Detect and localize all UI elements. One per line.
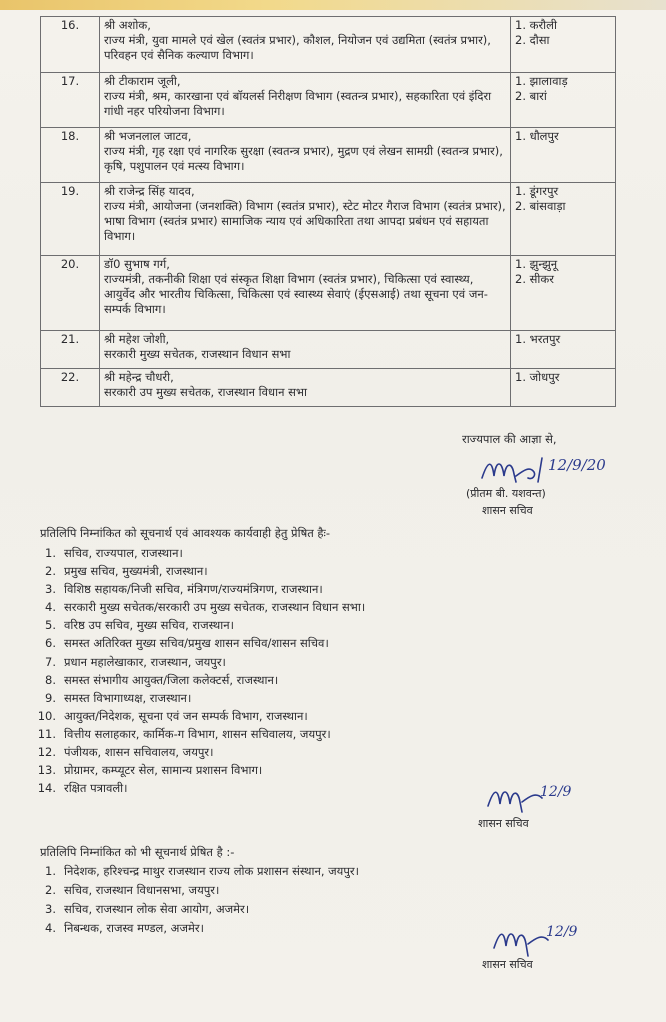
district-cell (511, 128, 616, 183)
portfolio-cell (100, 128, 511, 183)
copy-list-heading: प्रतिलिपि निम्नांकित को सूचनार्थ एवं आवश्यक कार्यवाही हेतु प्रेषित हैः- (40, 526, 331, 540)
minister-name: श्री अशोक, (104, 18, 151, 32)
signature-date-scrawl: 12/9/20 (548, 456, 606, 474)
district-item: 2. सीकर (515, 272, 554, 286)
minister-name: श्री राजेन्द्र सिंह यादव, (104, 184, 195, 198)
list-item: 3. विशिष्ठ सहायक/निजी सचिव, मंत्रिगण/राज्यमंत्रिगण, राजस्थान। (45, 582, 323, 597)
list-item: 3. सचिव, राजस्थान लोक सेवा आयोग, अजमेर। (45, 902, 250, 916)
district-item: 1. डूंगरपुर (515, 184, 559, 198)
district-cell (511, 369, 616, 407)
list-item: 5. वरिष्ठ उप सचिव, मुख्य सचिव, राजस्थान। (45, 618, 234, 633)
copy-recipients-list (30, 862, 359, 938)
table-row (41, 369, 616, 407)
minister-portfolio: राज्यमंत्री, तकनीकी शिक्षा एवं संस्कृत शिक्षा विभाग (स्वतंत्र प्रभार), चिकित्सा एवं स्वास्थ्य, आयुर्वेद और भारतीय चिकित्सा, चिकित्सा एवं स्वास्थ्य सेवाएं (ईएसआई) तथा सूचना एवं जन-सम्पर्क विभाग। (104, 272, 488, 316)
minister-portfolio: राज्य मंत्री, आयोजना (जनशक्ति) विभाग (स्वतंत्र प्रभार), स्टेट मोटर गैराज विभाग (स्वतंत्र प्रभार), भाषा विभाग (स्वतंत्र प्रभार) सामाजिक न्याय एवं अधिकारिता तथा आपदा प्रबंधन एवं सहायता विभाग। (104, 199, 506, 243)
portfolio-cell (100, 256, 511, 331)
list-item: 1. निदेशक, हरिश्चन्द्र माथुर राजस्थान राज्य लोक प्रशासन संस्थान, जयपुर। (45, 864, 359, 878)
district-item: 1. करौली (515, 18, 557, 32)
minister-portfolio: सरकारी मुख्य सचेतक, राजस्थान विधान सभा (104, 347, 291, 361)
district-cell (511, 73, 616, 128)
table-row (41, 331, 616, 369)
district-item: 1. झुन्झुनू (515, 257, 558, 271)
minister-name: श्री महेश जोशी, (104, 332, 170, 346)
portfolio-cell (100, 17, 511, 73)
top-edge-strip (0, 0, 666, 10)
list-item: 2. सचिव, राजस्थान विधानसभा, जयपुर। (45, 883, 220, 897)
table-row (41, 256, 616, 331)
serial-number: 18. (41, 128, 100, 183)
table-row (41, 183, 616, 256)
signatory-designation: शासन सचिव (482, 504, 533, 517)
serial-number: 19. (41, 183, 100, 256)
signature-date-scrawl: 12/9 (546, 924, 578, 940)
signatory-designation: शासन सचिव (478, 817, 529, 830)
district-item: 1. जोधपुर (515, 370, 560, 384)
list-item: 9. समस्त विभागाध्यक्ष, राजस्थान। (45, 690, 192, 705)
minister-portfolio: राज्य मंत्री, श्रम, कारखाना एवं बॉयलर्स निरीक्षण विभाग (स्वतन्त्र प्रभार), सहकारिता एवं इंदिरा गांधी नहर परियोजना विभाग। (104, 89, 492, 118)
list-item: 12. पंजीयक, शासन सचिवालय, जयपुर। (37, 745, 214, 760)
district-item: 1. झालावाड़ (515, 74, 568, 88)
table-row (41, 128, 616, 183)
district-item: 2. दौसा (515, 33, 550, 47)
list-item: 4. सरकारी मुख्य सचेतक/सरकारी उप मुख्य सचेतक, राजस्थान विधान सभा। (45, 600, 366, 615)
list-item: 13. प्रोग्रामर, कम्प्यूटर सेल, सामान्य प्रशासन विभाग। (37, 763, 263, 778)
district-item: 1. धौलपुर (515, 129, 559, 143)
portfolio-cell (100, 183, 511, 256)
minister-portfolio: राज्य मंत्री, युवा मामले एवं खेल (स्वतंत्र प्रभार), कौशल, नियोजन एवं उद्यमिता (स्वतंत्र प्रभार), परिवहन एवं सैनिक कल्याण विभाग। (104, 33, 491, 62)
portfolio-cell (100, 331, 511, 369)
signatory-designation: शासन सचिव (482, 958, 533, 971)
district-item: 2. बारां (515, 89, 547, 103)
table-row (41, 17, 616, 73)
minister-name: श्री भजनलाल जाटव, (104, 129, 192, 143)
minister-name: श्री टीकाराम जूली, (104, 74, 181, 88)
list-item: 8. समस्त संभागीय आयुक्त/जिला कलेक्टर्स, राजस्थान। (45, 672, 279, 687)
table-row (41, 73, 616, 128)
minister-portfolio: सरकारी उप मुख्य सचेतक, राजस्थान विधान सभा (104, 385, 307, 399)
list-item: 4. निबन्धक, राजस्व मण्डल, अजमेर। (45, 921, 204, 935)
district-cell (511, 183, 616, 256)
district-cell (511, 17, 616, 73)
signature-date-scrawl: 12/9 (540, 784, 572, 800)
portfolio-cell (100, 369, 511, 407)
list-item: 11. वित्तीय सलाहकार, कार्मिक-ग विभाग, शासन सचिवालय, जयपुर। (37, 726, 331, 741)
minister-portfolio: राज्य मंत्री, गृह रक्षा एवं नागरिक सुरक्षा (स्वतन्त्र प्रभार), मुद्रण एवं लेखन सामग्री (स्वतन्त्र प्रभार), कृषि, पशुपालन एवं मत्स्य विभाग। (104, 144, 503, 173)
signatory-name: (प्रीतम बी. यशवन्त) (466, 487, 546, 500)
serial-number: 20. (41, 256, 100, 331)
copy-list-heading: प्रतिलिपि निम्नांकित को भी सूचनार्थ प्रेषित है :- (40, 845, 235, 859)
list-item: 1. सचिव, राज्यपाल, राजस्थान। (45, 546, 183, 560)
district-item: 2. बांसवाड़ा (515, 199, 566, 213)
list-item: 14. रक्षित पत्रावली। (37, 781, 128, 796)
minister-name: डॉ0 सुभाष गर्ग, (104, 257, 170, 271)
list-item: 6. समस्त अतिरिक्त मुख्य सचिव/प्रमुख शासन सचिव/शासन सचिव। (45, 636, 329, 651)
copy-recipients-list (30, 544, 365, 797)
minister-name: श्री महेन्द्र चौधरी, (104, 370, 174, 384)
minister-district-table (40, 16, 616, 407)
list-item: 10. आयुक्त/निदेशक, सूचना एवं जन सम्पर्क विभाग, राजस्थान। (37, 708, 308, 723)
serial-number: 21. (41, 331, 100, 369)
serial-number: 17. (41, 73, 100, 128)
serial-number: 22. (41, 369, 100, 407)
list-item: 7. प्रधान महालेखाकार, राजस्थान, जयपुर। (45, 654, 226, 669)
district-item: 1. भरतपुर (515, 332, 561, 346)
portfolio-cell (100, 73, 511, 128)
list-item: 2. प्रमुख सचिव, मुख्यमंत्री, राजस्थान। (45, 564, 208, 579)
authority-line: राज्यपाल की आज्ञा से, (462, 432, 557, 446)
district-cell (511, 331, 616, 369)
district-cell (511, 256, 616, 331)
serial-number: 16. (41, 17, 100, 73)
